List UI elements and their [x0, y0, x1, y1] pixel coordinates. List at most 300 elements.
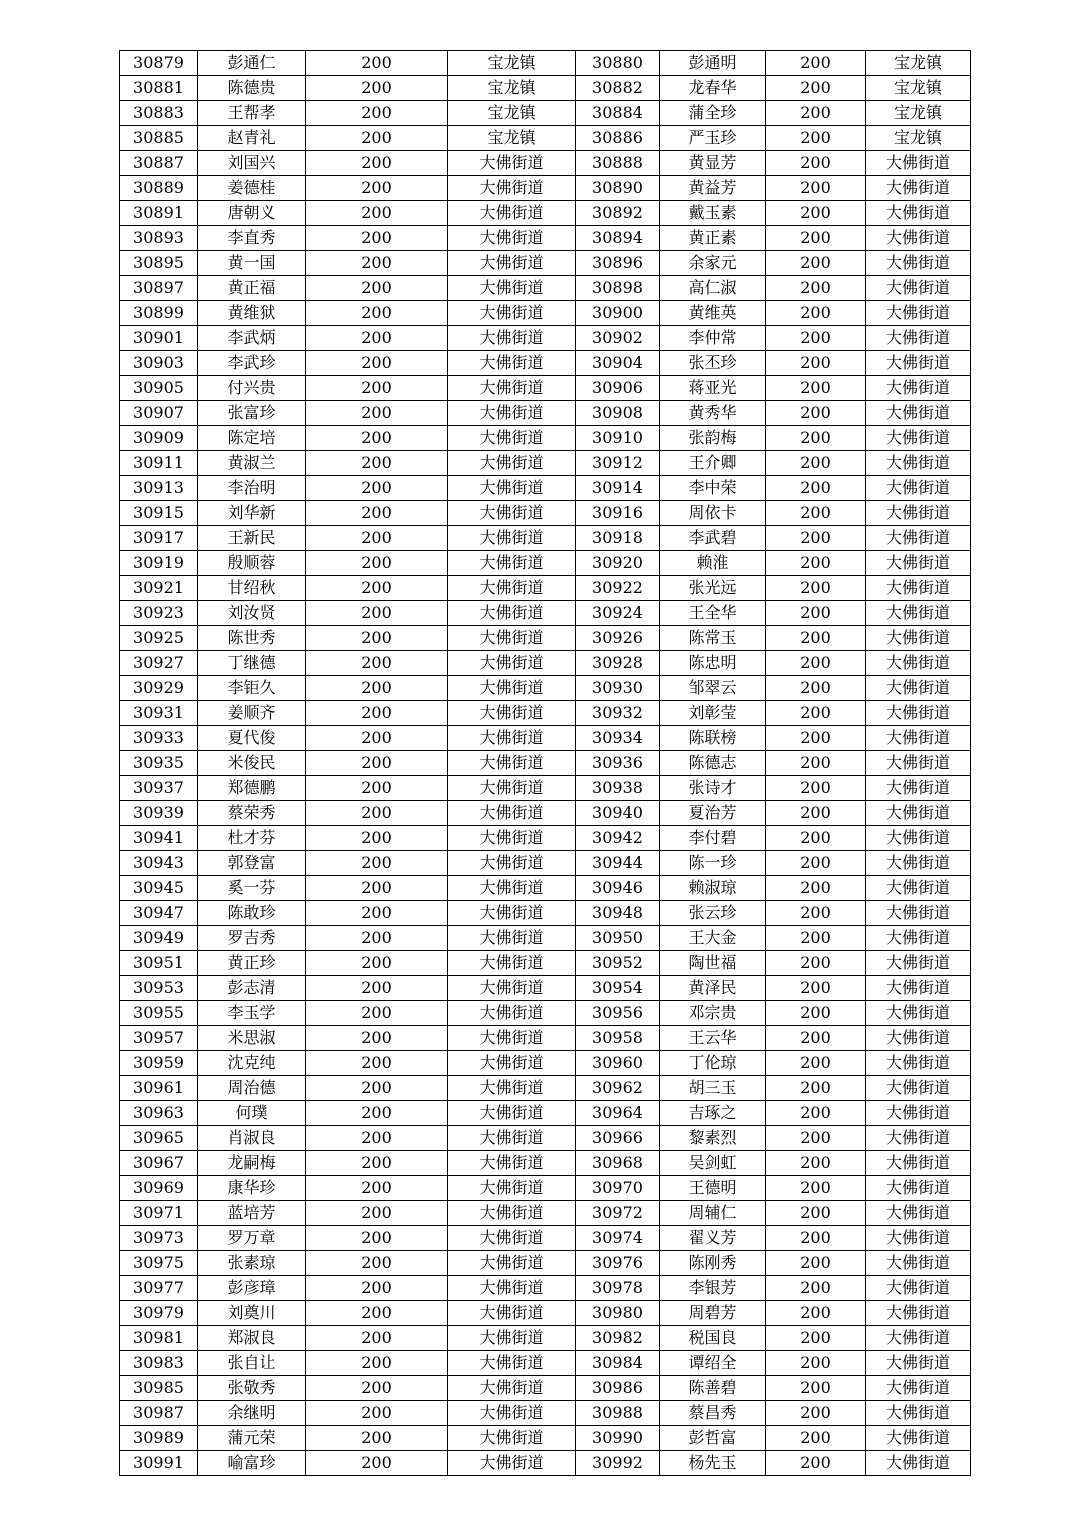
- cell-id: 30956: [576, 1001, 660, 1026]
- cell-name: 米俊民: [198, 751, 306, 776]
- table-row: [120, 976, 971, 1001]
- cell-name: 米思淑: [198, 1026, 306, 1051]
- cell-name: 张丕珍: [660, 351, 766, 376]
- cell-id: 30898: [576, 276, 660, 301]
- cell-amount: 200: [766, 1251, 866, 1276]
- cell-location: 大佛街道: [866, 601, 971, 626]
- cell-id: 30986: [576, 1376, 660, 1401]
- cell-location: 大佛街道: [448, 1076, 576, 1101]
- cell-name: 黎素烈: [660, 1126, 766, 1151]
- cell-location: 大佛街道: [448, 726, 576, 751]
- cell-id: 30879: [120, 51, 198, 76]
- cell-amount: 200: [766, 1226, 866, 1251]
- cell-name: 黄正福: [198, 276, 306, 301]
- table-row: [120, 151, 971, 176]
- cell-name: 蒲全珍: [660, 101, 766, 126]
- cell-name: 李武碧: [660, 526, 766, 551]
- cell-location: 大佛街道: [448, 1301, 576, 1326]
- cell-name: 王新民: [198, 526, 306, 551]
- cell-amount: 200: [306, 526, 448, 551]
- cell-name: 李仲常: [660, 326, 766, 351]
- cell-id: 30882: [576, 76, 660, 101]
- cell-location: 大佛街道: [866, 376, 971, 401]
- cell-location: 大佛街道: [866, 901, 971, 926]
- cell-location: 大佛街道: [866, 1426, 971, 1451]
- cell-amount: 200: [306, 101, 448, 126]
- cell-amount: 200: [766, 1301, 866, 1326]
- cell-name: 刘彰莹: [660, 701, 766, 726]
- cell-amount: 200: [766, 1151, 866, 1176]
- cell-name: 康华珍: [198, 1176, 306, 1201]
- cell-id: 30917: [120, 526, 198, 551]
- cell-id: 30962: [576, 1076, 660, 1101]
- cell-amount: 200: [766, 876, 866, 901]
- cell-name: 李付碧: [660, 826, 766, 851]
- cell-location: 大佛街道: [866, 251, 971, 276]
- cell-id: 30916: [576, 501, 660, 526]
- cell-amount: 200: [306, 1401, 448, 1426]
- cell-name: 李武珍: [198, 351, 306, 376]
- cell-id: 30953: [120, 976, 198, 1001]
- cell-id: 30929: [120, 676, 198, 701]
- cell-name: 黄维狱: [198, 301, 306, 326]
- cell-id: 30938: [576, 776, 660, 801]
- table-row: [120, 1176, 971, 1201]
- cell-id: 30937: [120, 776, 198, 801]
- cell-location: 大佛街道: [866, 201, 971, 226]
- cell-name: 杨先玉: [660, 1451, 766, 1476]
- cell-location: 大佛街道: [866, 1051, 971, 1076]
- cell-location: 大佛街道: [866, 501, 971, 526]
- cell-name: 陈德贵: [198, 76, 306, 101]
- cell-name: 陈一珍: [660, 851, 766, 876]
- cell-id: 30903: [120, 351, 198, 376]
- cell-location: 大佛街道: [866, 276, 971, 301]
- cell-name: 陶世福: [660, 951, 766, 976]
- cell-id: 30907: [120, 401, 198, 426]
- cell-amount: 200: [306, 426, 448, 451]
- cell-id: 30964: [576, 1101, 660, 1126]
- cell-id: 30975: [120, 1251, 198, 1276]
- cell-id: 30979: [120, 1301, 198, 1326]
- cell-id: 30976: [576, 1251, 660, 1276]
- cell-name: 吉琢之: [660, 1101, 766, 1126]
- table-row: [120, 351, 971, 376]
- cell-name: 李玉学: [198, 1001, 306, 1026]
- cell-name: 彭通仁: [198, 51, 306, 76]
- cell-amount: 200: [306, 1226, 448, 1251]
- table-row: [120, 51, 971, 76]
- cell-amount: 200: [766, 1276, 866, 1301]
- cell-id: 30941: [120, 826, 198, 851]
- cell-location: 大佛街道: [448, 201, 576, 226]
- cell-name: 夏代俊: [198, 726, 306, 751]
- cell-name: 彭哲富: [660, 1426, 766, 1451]
- cell-name: 张云珍: [660, 901, 766, 926]
- cell-id: 30948: [576, 901, 660, 926]
- cell-name: 彭通明: [660, 51, 766, 76]
- cell-name: 王帮孝: [198, 101, 306, 126]
- cell-name: 张诗才: [660, 776, 766, 801]
- cell-location: 大佛街道: [448, 151, 576, 176]
- cell-id: 30981: [120, 1326, 198, 1351]
- table-row: [120, 551, 971, 576]
- cell-id: 30965: [120, 1126, 198, 1151]
- cell-name: 周碧芳: [660, 1301, 766, 1326]
- table-row: [120, 326, 971, 351]
- cell-location: 大佛街道: [448, 401, 576, 426]
- cell-location: 大佛街道: [866, 1076, 971, 1101]
- cell-name: 陈敢珍: [198, 901, 306, 926]
- cell-id: 30983: [120, 1351, 198, 1376]
- cell-name: 黄显芳: [660, 151, 766, 176]
- cell-name: 陈联榜: [660, 726, 766, 751]
- cell-id: 30969: [120, 1176, 198, 1201]
- cell-amount: 200: [306, 1126, 448, 1151]
- cell-amount: 200: [766, 76, 866, 101]
- cell-location: 大佛街道: [866, 1126, 971, 1151]
- cell-amount: 200: [766, 376, 866, 401]
- table-row: [120, 201, 971, 226]
- cell-location: 大佛街道: [866, 951, 971, 976]
- cell-location: 大佛街道: [866, 976, 971, 1001]
- table-row: [120, 851, 971, 876]
- cell-location: 大佛街道: [866, 576, 971, 601]
- cell-amount: 200: [766, 176, 866, 201]
- cell-location: 大佛街道: [866, 401, 971, 426]
- cell-name: 唐朝义: [198, 201, 306, 226]
- cell-id: 30884: [576, 101, 660, 126]
- cell-amount: 200: [306, 851, 448, 876]
- cell-amount: 200: [766, 251, 866, 276]
- cell-location: 大佛街道: [866, 1001, 971, 1026]
- cell-id: 30909: [120, 426, 198, 451]
- table-row: [120, 176, 971, 201]
- cell-amount: 200: [306, 951, 448, 976]
- cell-name: 高仁淑: [660, 276, 766, 301]
- cell-amount: 200: [306, 626, 448, 651]
- cell-amount: 200: [306, 376, 448, 401]
- cell-name: 李直秀: [198, 226, 306, 251]
- cell-id: 30960: [576, 1051, 660, 1076]
- cell-amount: 200: [306, 76, 448, 101]
- cell-name: 姜德桂: [198, 176, 306, 201]
- cell-name: 赵青礼: [198, 126, 306, 151]
- cell-name: 胡三玉: [660, 1076, 766, 1101]
- cell-name: 张韵梅: [660, 426, 766, 451]
- cell-name: 黄维英: [660, 301, 766, 326]
- cell-name: 蓝培芳: [198, 1201, 306, 1226]
- cell-id: 30880: [576, 51, 660, 76]
- cell-id: 30985: [120, 1376, 198, 1401]
- table-row: [120, 451, 971, 476]
- cell-name: 姜顺齐: [198, 701, 306, 726]
- cell-amount: 200: [306, 176, 448, 201]
- cell-location: 大佛街道: [448, 876, 576, 901]
- cell-id: 30974: [576, 1226, 660, 1251]
- cell-amount: 200: [306, 1051, 448, 1076]
- cell-amount: 200: [766, 576, 866, 601]
- cell-amount: 200: [766, 926, 866, 951]
- table-row: [120, 1426, 971, 1451]
- cell-location: 大佛街道: [866, 776, 971, 801]
- cell-name: 甘绍秋: [198, 576, 306, 601]
- table-row: [120, 576, 971, 601]
- cell-location: 大佛街道: [866, 301, 971, 326]
- cell-location: 大佛街道: [448, 1426, 576, 1451]
- cell-name: 黄淑兰: [198, 451, 306, 476]
- cell-amount: 200: [306, 126, 448, 151]
- cell-location: 大佛街道: [866, 351, 971, 376]
- cell-amount: 200: [306, 901, 448, 926]
- cell-id: 30944: [576, 851, 660, 876]
- cell-name: 李银芳: [660, 1276, 766, 1301]
- cell-id: 30901: [120, 326, 198, 351]
- cell-name: 刘奠川: [198, 1301, 306, 1326]
- table-row: [120, 751, 971, 776]
- cell-amount: 200: [306, 1326, 448, 1351]
- cell-name: 陈忠明: [660, 651, 766, 676]
- cell-amount: 200: [766, 726, 866, 751]
- cell-name: 刘华新: [198, 501, 306, 526]
- cell-name: 王介卿: [660, 451, 766, 476]
- cell-name: 殷顺蓉: [198, 551, 306, 576]
- cell-location: 宝龙镇: [448, 51, 576, 76]
- cell-name: 丁继德: [198, 651, 306, 676]
- cell-name: 周辅仁: [660, 1201, 766, 1226]
- cell-id: 30989: [120, 1426, 198, 1451]
- cell-id: 30971: [120, 1201, 198, 1226]
- cell-id: 30957: [120, 1026, 198, 1051]
- cell-amount: 200: [766, 551, 866, 576]
- cell-location: 大佛街道: [448, 976, 576, 1001]
- cell-name: 余家元: [660, 251, 766, 276]
- cell-location: 大佛街道: [866, 676, 971, 701]
- cell-amount: 200: [306, 1376, 448, 1401]
- cell-id: 30940: [576, 801, 660, 826]
- cell-name: 黄正珍: [198, 951, 306, 976]
- cell-amount: 200: [306, 576, 448, 601]
- cell-location: 大佛街道: [866, 1451, 971, 1476]
- cell-amount: 200: [306, 1176, 448, 1201]
- cell-location: 大佛街道: [448, 1401, 576, 1426]
- cell-amount: 200: [766, 626, 866, 651]
- table-row: [120, 926, 971, 951]
- subsidy-table: [119, 50, 971, 1476]
- cell-id: 30968: [576, 1151, 660, 1176]
- cell-location: 大佛街道: [448, 751, 576, 776]
- cell-name: 黄秀华: [660, 401, 766, 426]
- cell-location: 大佛街道: [448, 901, 576, 926]
- cell-location: 大佛街道: [448, 1251, 576, 1276]
- table-row: [120, 401, 971, 426]
- table-body: [120, 51, 971, 1476]
- table-row: [120, 376, 971, 401]
- cell-id: 30923: [120, 601, 198, 626]
- table-row: [120, 801, 971, 826]
- table-row: [120, 276, 971, 301]
- cell-id: 30893: [120, 226, 198, 251]
- cell-name: 邓宗贵: [660, 1001, 766, 1026]
- cell-amount: 200: [306, 226, 448, 251]
- table-row: [120, 826, 971, 851]
- cell-location: 大佛街道: [448, 501, 576, 526]
- cell-location: 大佛街道: [448, 526, 576, 551]
- cell-amount: 200: [306, 401, 448, 426]
- cell-name: 王大金: [660, 926, 766, 951]
- table-row: [120, 876, 971, 901]
- cell-location: 大佛街道: [866, 626, 971, 651]
- cell-name: 沈克纯: [198, 1051, 306, 1076]
- table-row: [120, 1026, 971, 1051]
- cell-location: 大佛街道: [448, 476, 576, 501]
- cell-location: 大佛街道: [866, 1151, 971, 1176]
- table-row: [120, 76, 971, 101]
- cell-id: 30978: [576, 1276, 660, 1301]
- cell-amount: 200: [306, 776, 448, 801]
- cell-name: 蒲元荣: [198, 1426, 306, 1451]
- cell-amount: 200: [766, 826, 866, 851]
- cell-location: 大佛街道: [866, 1201, 971, 1226]
- cell-name: 黄正素: [660, 226, 766, 251]
- cell-amount: 200: [306, 501, 448, 526]
- cell-amount: 200: [766, 1326, 866, 1351]
- cell-amount: 200: [766, 1426, 866, 1451]
- cell-name: 戴玉素: [660, 201, 766, 226]
- cell-location: 大佛街道: [866, 1226, 971, 1251]
- cell-location: 大佛街道: [448, 1126, 576, 1151]
- cell-location: 大佛街道: [866, 751, 971, 776]
- cell-amount: 200: [306, 276, 448, 301]
- cell-amount: 200: [306, 1426, 448, 1451]
- cell-amount: 200: [306, 301, 448, 326]
- cell-amount: 200: [766, 651, 866, 676]
- cell-id: 30955: [120, 1001, 198, 1026]
- cell-amount: 200: [306, 51, 448, 76]
- cell-location: 大佛街道: [866, 451, 971, 476]
- cell-name: 刘国兴: [198, 151, 306, 176]
- table-row: [120, 726, 971, 751]
- cell-name: 肖淑良: [198, 1126, 306, 1151]
- cell-amount: 200: [766, 901, 866, 926]
- cell-name: 陈定培: [198, 426, 306, 451]
- cell-amount: 200: [306, 1276, 448, 1301]
- cell-name: 王云华: [660, 1026, 766, 1051]
- cell-location: 大佛街道: [448, 426, 576, 451]
- cell-amount: 200: [766, 1101, 866, 1126]
- cell-location: 大佛街道: [448, 251, 576, 276]
- cell-id: 30928: [576, 651, 660, 676]
- cell-id: 30954: [576, 976, 660, 1001]
- cell-id: 30934: [576, 726, 660, 751]
- table-row: [120, 301, 971, 326]
- cell-name: 张富珍: [198, 401, 306, 426]
- table-row: [120, 1326, 971, 1351]
- cell-id: 30942: [576, 826, 660, 851]
- cell-id: 30930: [576, 676, 660, 701]
- cell-location: 大佛街道: [866, 1326, 971, 1351]
- cell-amount: 200: [306, 676, 448, 701]
- cell-id: 30912: [576, 451, 660, 476]
- cell-location: 大佛街道: [866, 1351, 971, 1376]
- cell-name: 刘汝贤: [198, 601, 306, 626]
- cell-amount: 200: [766, 1451, 866, 1476]
- table-row: [120, 1251, 971, 1276]
- cell-amount: 200: [306, 1251, 448, 1276]
- table-row: [120, 626, 971, 651]
- cell-location: 大佛街道: [448, 551, 576, 576]
- table-row: [120, 1276, 971, 1301]
- cell-name: 陈德志: [660, 751, 766, 776]
- cell-id: 30988: [576, 1401, 660, 1426]
- cell-name: 余继明: [198, 1401, 306, 1426]
- cell-amount: 200: [766, 426, 866, 451]
- cell-name: 蔡昌秀: [660, 1401, 766, 1426]
- cell-location: 大佛街道: [448, 276, 576, 301]
- cell-id: 30951: [120, 951, 198, 976]
- cell-amount: 200: [766, 751, 866, 776]
- cell-amount: 200: [306, 601, 448, 626]
- cell-location: 大佛街道: [866, 551, 971, 576]
- cell-amount: 200: [306, 201, 448, 226]
- cell-location: 大佛街道: [866, 1376, 971, 1401]
- cell-location: 大佛街道: [866, 1276, 971, 1301]
- cell-id: 30889: [120, 176, 198, 201]
- cell-amount: 200: [766, 1001, 866, 1026]
- table-row: [120, 126, 971, 151]
- cell-location: 大佛街道: [448, 676, 576, 701]
- cell-amount: 200: [766, 1176, 866, 1201]
- cell-id: 30967: [120, 1151, 198, 1176]
- table-row: [120, 1401, 971, 1426]
- cell-name: 陈世秀: [198, 626, 306, 651]
- cell-location: 大佛街道: [866, 1401, 971, 1426]
- cell-amount: 200: [766, 851, 866, 876]
- cell-amount: 200: [306, 976, 448, 1001]
- cell-amount: 200: [766, 1201, 866, 1226]
- cell-id: 30885: [120, 126, 198, 151]
- cell-location: 大佛街道: [866, 1176, 971, 1201]
- cell-location: 大佛街道: [448, 851, 576, 876]
- cell-name: 赖淑琼: [660, 876, 766, 901]
- cell-name: 丁伦琼: [660, 1051, 766, 1076]
- cell-location: 大佛街道: [866, 701, 971, 726]
- cell-id: 30961: [120, 1076, 198, 1101]
- table-row: [120, 1151, 971, 1176]
- cell-amount: 200: [306, 1301, 448, 1326]
- cell-name: 蒋亚光: [660, 376, 766, 401]
- cell-id: 30939: [120, 801, 198, 826]
- cell-amount: 200: [766, 1351, 866, 1376]
- cell-name: 陈刚秀: [660, 1251, 766, 1276]
- cell-amount: 200: [306, 1151, 448, 1176]
- table-row: [120, 676, 971, 701]
- cell-name: 蔡荣秀: [198, 801, 306, 826]
- table-row: [120, 426, 971, 451]
- cell-name: 税国良: [660, 1326, 766, 1351]
- cell-amount: 200: [766, 401, 866, 426]
- cell-id: 30897: [120, 276, 198, 301]
- cell-amount: 200: [306, 1451, 448, 1476]
- cell-location: 大佛街道: [866, 926, 971, 951]
- cell-name: 邹翠云: [660, 676, 766, 701]
- cell-name: 罗万章: [198, 1226, 306, 1251]
- cell-name: 张素琼: [198, 1251, 306, 1276]
- cell-location: 大佛街道: [866, 526, 971, 551]
- table-row: [120, 601, 971, 626]
- cell-amount: 200: [766, 1026, 866, 1051]
- cell-amount: 200: [306, 926, 448, 951]
